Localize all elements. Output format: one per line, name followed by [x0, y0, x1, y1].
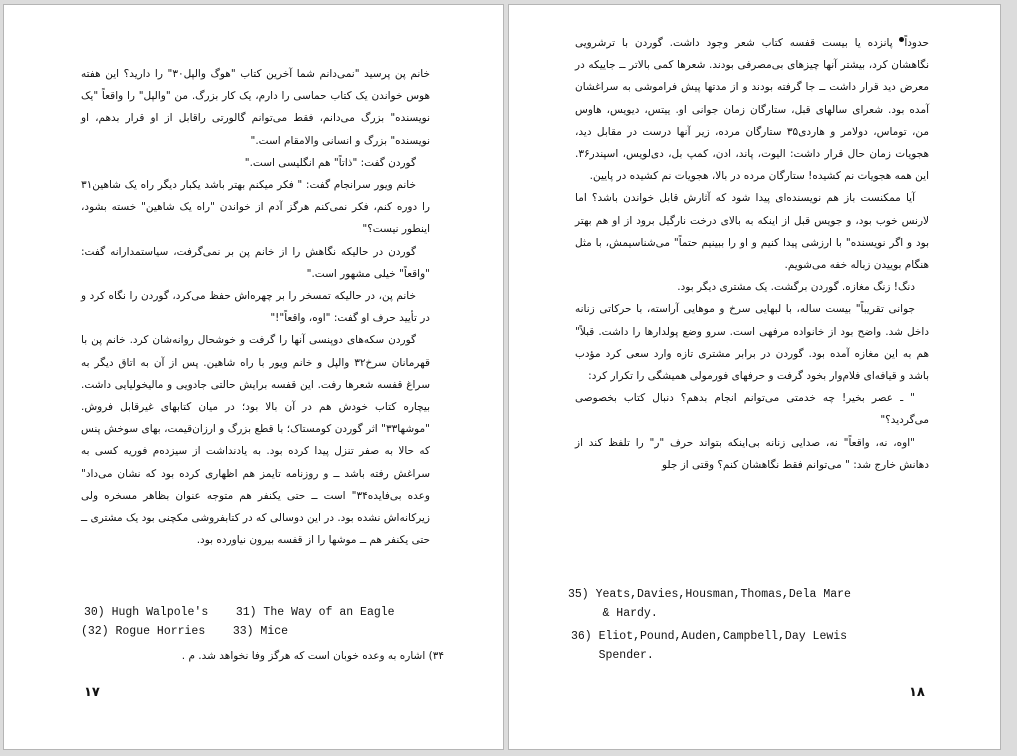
footnote-line: 36) Eliot,Pound,Auden,Campbell,Day Lewis	[571, 630, 848, 643]
footnote-line: Spender.	[571, 649, 654, 662]
paragraph: حدوداً" پانزده یا بیست قفسه کتاب شعر وجود داشت. گوردن با ترشرویی نگاهشان کرد، بیشتر آنها چیزهای بی‌مصرفی بودند. شعرها کمی بالاتر ــ جاییکه در معرض دید قرار داشت ــ جا گرفته بودند و از مدتها پیش فراموشی به سراغشان آمده بود. شعرای سالهای قبل، ستارگان زمان جوانی او. ییتس، دیویس، هاوس من، توماس، دولامر و هاردی۳۵ ستارگان مرده، زیر آنها درست در مقابل دید، هجویات زمان حال قرار داشت: الیوت، پاند، ادن، کمپ بل، دی‌لویس، اسپندر۳۶. این همه هجویات نم کشیده! ستارگان مرده در بالا، هجویات نم کشیده در پایین.	[575, 37, 929, 183]
footnote-persian: ۳۴) اشاره به وعده خوبان است که هرگز وفا نخواهد شد. م .	[181, 650, 444, 662]
right-page-body	[575, 32, 929, 476]
footnote-line: (32) Rogue Horries 33) Mice	[81, 625, 289, 638]
page-number: ۱۸	[909, 685, 925, 700]
paragraph: گوردن در حالیکه نگاهش را از خانم پن بر نمی‌گرفت، سیاستمدارانه گفت: "واقعاً" خیلی مشهور است."	[81, 245, 430, 280]
left-page-body	[81, 63, 430, 551]
paragraph: گوردن گفت: "ذاتاً" هم انگلیسی است."	[244, 156, 416, 169]
paragraph: آیا ممکنست باز هم نویسنده‌ای پیدا شود که آثارش قابل خواندن باشد؟ اما لارنس خوب بود، و جویس قبل از اینکه به بالای درخت نارگیل برود از او هم بهتر بود و اگر نویسنده" با ارزشی پیدا کنیم و او را ببینیم حتماً" می‌شناسیمش، با مثل هنگام بوییدن زباله خفه می‌شویم.	[575, 192, 929, 272]
paragraph: " ـ عصر بخیر! چه خدمتی می‌توانم انجام بدهم؟ دنبال کتاب بخصوصی می‌گردید؟"	[575, 392, 929, 427]
footnote-line: 35) Yeats,Davies,Housman,Thomas,Dela Mare	[568, 588, 851, 601]
paragraph: دنگ! زنگ مغازه. گوردن برگشت. یک مشتری دیگر بود.	[677, 281, 915, 294]
right-page	[508, 4, 1001, 750]
paragraph: "اوه، نه، واقعاً" نه، صدایی زنانه بی‌اینکه بتواند حرف "ر" را تلفظ کند از دهانش خارج شد: " می‌توانم فقط نگاهشان کنم؟ وقتی از جلو	[575, 436, 929, 471]
paragraph: گوردن سکه‌های دوپنسی آنها را گرفت و خوشحال روانه‌شان کرد. خانم پن با قهرمانان سرخ۳۲ والپل و خانم ویور با راه شاهین. پس از آن به اتاق دیگر به سراغ قفسه شعرها رفت. این قفسه برایش حالتی جادویی و مالیخولیایی داشت. بیچاره کتاب خودش هم در آن بالا بود؛ در میان کتابهای غیرقابل فروش. "موشها۳۳" اثر گوردن کومستاک؛ با قطع بزرگ و ارزان‌قیمت، بهای سوخش پنس که حالا به صفر تنزل پیدا کرده بود. به یادنداشت از سیزده‌م فوریه کسی به سراغش رفته باشد ــ و روزنامه تایمز هم اظهاری کرده بود که نشان می‌داد" وعده بی‌فایده۳۴" است ــ حتی یکنفر هم متوجه عنوان بظاهر مسخره ولی زیرکانه‌اش نشده بود. در این دوسالی که در کتابفروشی مکچنی بود یک مشتری ــ حتی یکنفر هم ــ موشها را از قفسه بیرون نیاورده بود.	[81, 334, 430, 547]
paragraph: خانم ویور سرانجام گفت: " فکر میکنم بهتر باشد یکبار دیگر راه یک شاهین۳۱ را دوره کنم، فکر نمی‌کنم هرگز آدم از خواندن "راه یک شاهین" خسته بشود، اینطور نیست؟"	[81, 179, 430, 236]
page-number: ۱۷	[84, 685, 100, 700]
paragraph: جوانی تقریباً" بیست ساله، با لبهایی سرخ و موهایی آراسته، با حرکاتی زنانه داخل شد. واضح بود از خانواده مرفهی است. سرو وضع پولدارها را داشت. قبلاً" هم به این مغازه آمده بود. گوردن در برابر مشتری تازه وارد سعی کرد مؤدب باشد و قیافه‌ای فلام‌وار بخود گرفت و حرفهای فورمولی همیشگی را تکرار کرد:	[575, 303, 929, 383]
footnote-line: & Hardy.	[568, 607, 658, 620]
left-page	[3, 4, 504, 750]
paragraph: خانم پن، در حالیکه تمسخر را بر چهره‌اش حفظ می‌کرد، گوردن را نگاه کرد و در تأیید حرف او گفت: "اوه، واقعاً"!"	[81, 290, 430, 325]
footnote-line: 30) Hugh Walpole's 31) The Way of an Eagle	[84, 606, 395, 619]
paragraph: خانم پن پرسید "نمی‌دانم شما آخرین کتاب "هوگ والپل۳۰" را دارید؟ این هفته هوس خواندن یک کتاب حماسی را دارم، یک کار بزرگ. من "والپل" را واقعاً "یک نویسنده" بزرگ می‌دانم، فقط می‌توانم گالورتی راقابل از او قرار بدهم، او نویسنده" بزرگ و انسانی والامقام است."	[81, 68, 430, 147]
